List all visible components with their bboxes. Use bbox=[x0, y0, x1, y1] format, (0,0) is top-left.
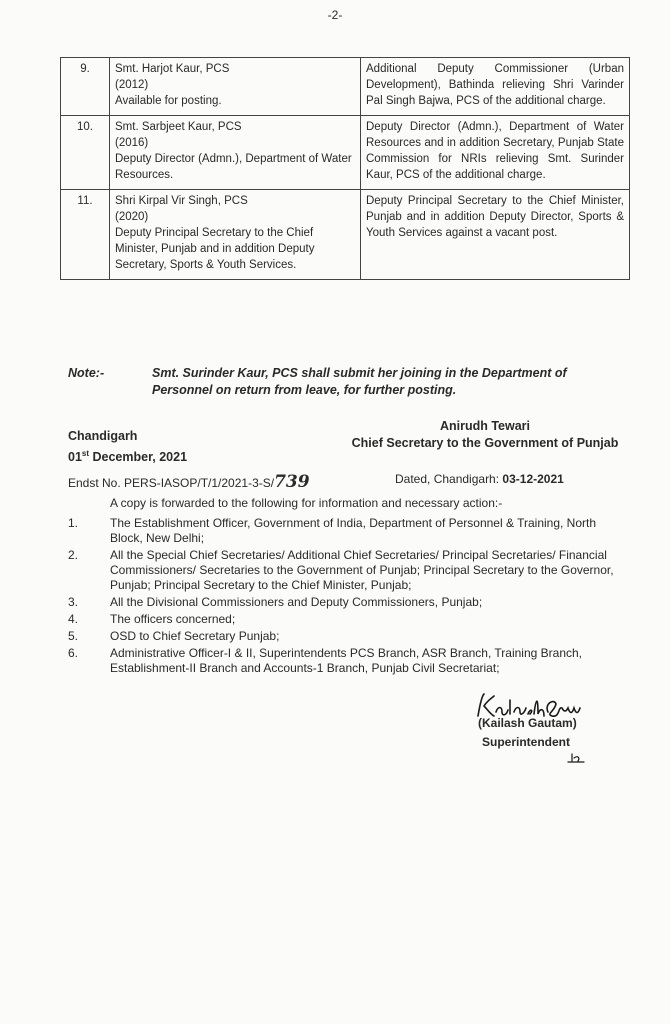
serial-number: 11. bbox=[61, 190, 110, 280]
signatory-block bbox=[340, 418, 630, 452]
dated bbox=[395, 472, 564, 486]
table-row bbox=[61, 190, 630, 280]
officer-batch: (2020) bbox=[115, 211, 149, 223]
officer-name: Shri Kirpal Vir Singh, PCS bbox=[115, 195, 248, 207]
posting-table bbox=[60, 57, 630, 280]
officer-cell bbox=[110, 190, 361, 280]
new-posting: Additional Deputy Commissioner (Urban Development), Bathinda relieving Shri Varinder Pal Singh Bajwa, PCS of the additional charge. bbox=[361, 58, 630, 116]
item-number: 1. bbox=[68, 516, 79, 530]
officer-current-post: Deputy Director (Admn.), Department of Water Resources. bbox=[115, 153, 352, 181]
item-text: Administrative Officer-I & II, Superintendents PCS Branch, ASR Branch, Training Branch, Establishment-II Branch and Accounts-1 Branch, Punjab Civil Secretariat; bbox=[110, 646, 582, 675]
signer-designation: Superintendent bbox=[482, 735, 571, 749]
signer-name: (Kailash Gautam) bbox=[478, 716, 577, 730]
note-line-2: Personnel on return from leave, for further posting. bbox=[152, 383, 457, 397]
endst-prefix: Endst No. PERS-IASOP/T/1/2021-3-S/ bbox=[68, 476, 275, 490]
item-number: 2. bbox=[68, 548, 79, 562]
officer-current-post: Deputy Principal Secretary to the Chief Minister, Punjab and in addition Deputy Secretary, Sports & Youth Services. bbox=[115, 227, 315, 271]
item-number: 4. bbox=[68, 612, 79, 626]
new-posting: Deputy Director (Admn.), Department of Water Resources and in addition Secretary, Punjab State Commission for NRIs relieving Smt. Surinder Kaur, PCS of the additional charge. bbox=[361, 116, 630, 190]
place: Chandigarh bbox=[68, 429, 138, 443]
endorsement-line bbox=[68, 472, 628, 492]
item-text: The Establishment Officer, Government of India, Department of Personnel & Training, North Block, New Delhi; bbox=[110, 516, 597, 545]
signatory-title: Chief Secretary to the Government of Punjab bbox=[351, 436, 619, 450]
officer-cell bbox=[110, 116, 361, 190]
page-number: -2- bbox=[327, 8, 343, 22]
item-number: 5. bbox=[68, 629, 79, 643]
list-item bbox=[68, 629, 630, 644]
list-item bbox=[68, 595, 630, 610]
dated-value: 03-12-2021 bbox=[502, 472, 564, 486]
place-date bbox=[68, 428, 187, 466]
serial-number: 10. bbox=[61, 116, 110, 190]
date-rest: December, 2021 bbox=[89, 450, 188, 465]
list-item bbox=[68, 612, 630, 627]
list-item bbox=[68, 548, 630, 593]
item-number: 6. bbox=[68, 646, 79, 660]
officer-name: Smt. Harjot Kaur, PCS bbox=[115, 63, 230, 75]
initial-mark bbox=[566, 752, 586, 764]
table-row bbox=[61, 116, 630, 190]
date-suffix: st bbox=[81, 449, 90, 458]
new-posting: Deputy Principal Secretary to the Chief Minister, Punjab and in addition Deputy Director, Sports & Youth Services against a vacant post. bbox=[361, 190, 630, 280]
dated-label: Dated, Chandigarh: bbox=[395, 472, 500, 486]
item-text: All the Special Chief Secretaries/ Additional Chief Secretaries/ Principal Secretaries/ Financial Commissioners/ Secretaries to the Government of Punjab; Principal Secretary to the Governor, Punjab; Principal Secretary to the Chief Minister, Punjab; bbox=[110, 548, 614, 592]
endst-number: 739 bbox=[274, 472, 310, 492]
item-text: The officers concerned; bbox=[110, 612, 236, 626]
officer-current-post: Available for posting. bbox=[115, 95, 222, 107]
officer-name: Smt. Sarbjeet Kaur, PCS bbox=[115, 121, 242, 133]
officer-cell bbox=[110, 58, 361, 116]
date-day: 01 bbox=[68, 450, 82, 465]
officer-batch: (2012) bbox=[115, 79, 149, 91]
note bbox=[68, 365, 628, 399]
signatory-name: Anirudh Tewari bbox=[439, 419, 531, 433]
table-row bbox=[61, 58, 630, 116]
serial-number: 9. bbox=[61, 58, 110, 116]
list-item bbox=[68, 646, 630, 676]
item-text: All the Divisional Commissioners and Deputy Commissioners, Punjab; bbox=[110, 595, 483, 609]
officer-batch: (2016) bbox=[115, 137, 149, 149]
copy-intro: A copy is forwarded to the following for information and necessary action:- bbox=[110, 496, 503, 510]
list-item bbox=[68, 516, 630, 546]
note-line-1: Smt. Surinder Kaur, PCS shall submit her joining in the Department of bbox=[152, 366, 567, 380]
note-label: Note:- bbox=[68, 366, 105, 380]
item-number: 3. bbox=[68, 595, 79, 609]
issue-date bbox=[68, 445, 187, 466]
item-text: OSD to Chief Secretary Punjab; bbox=[110, 629, 280, 643]
recipients-list bbox=[68, 516, 630, 678]
